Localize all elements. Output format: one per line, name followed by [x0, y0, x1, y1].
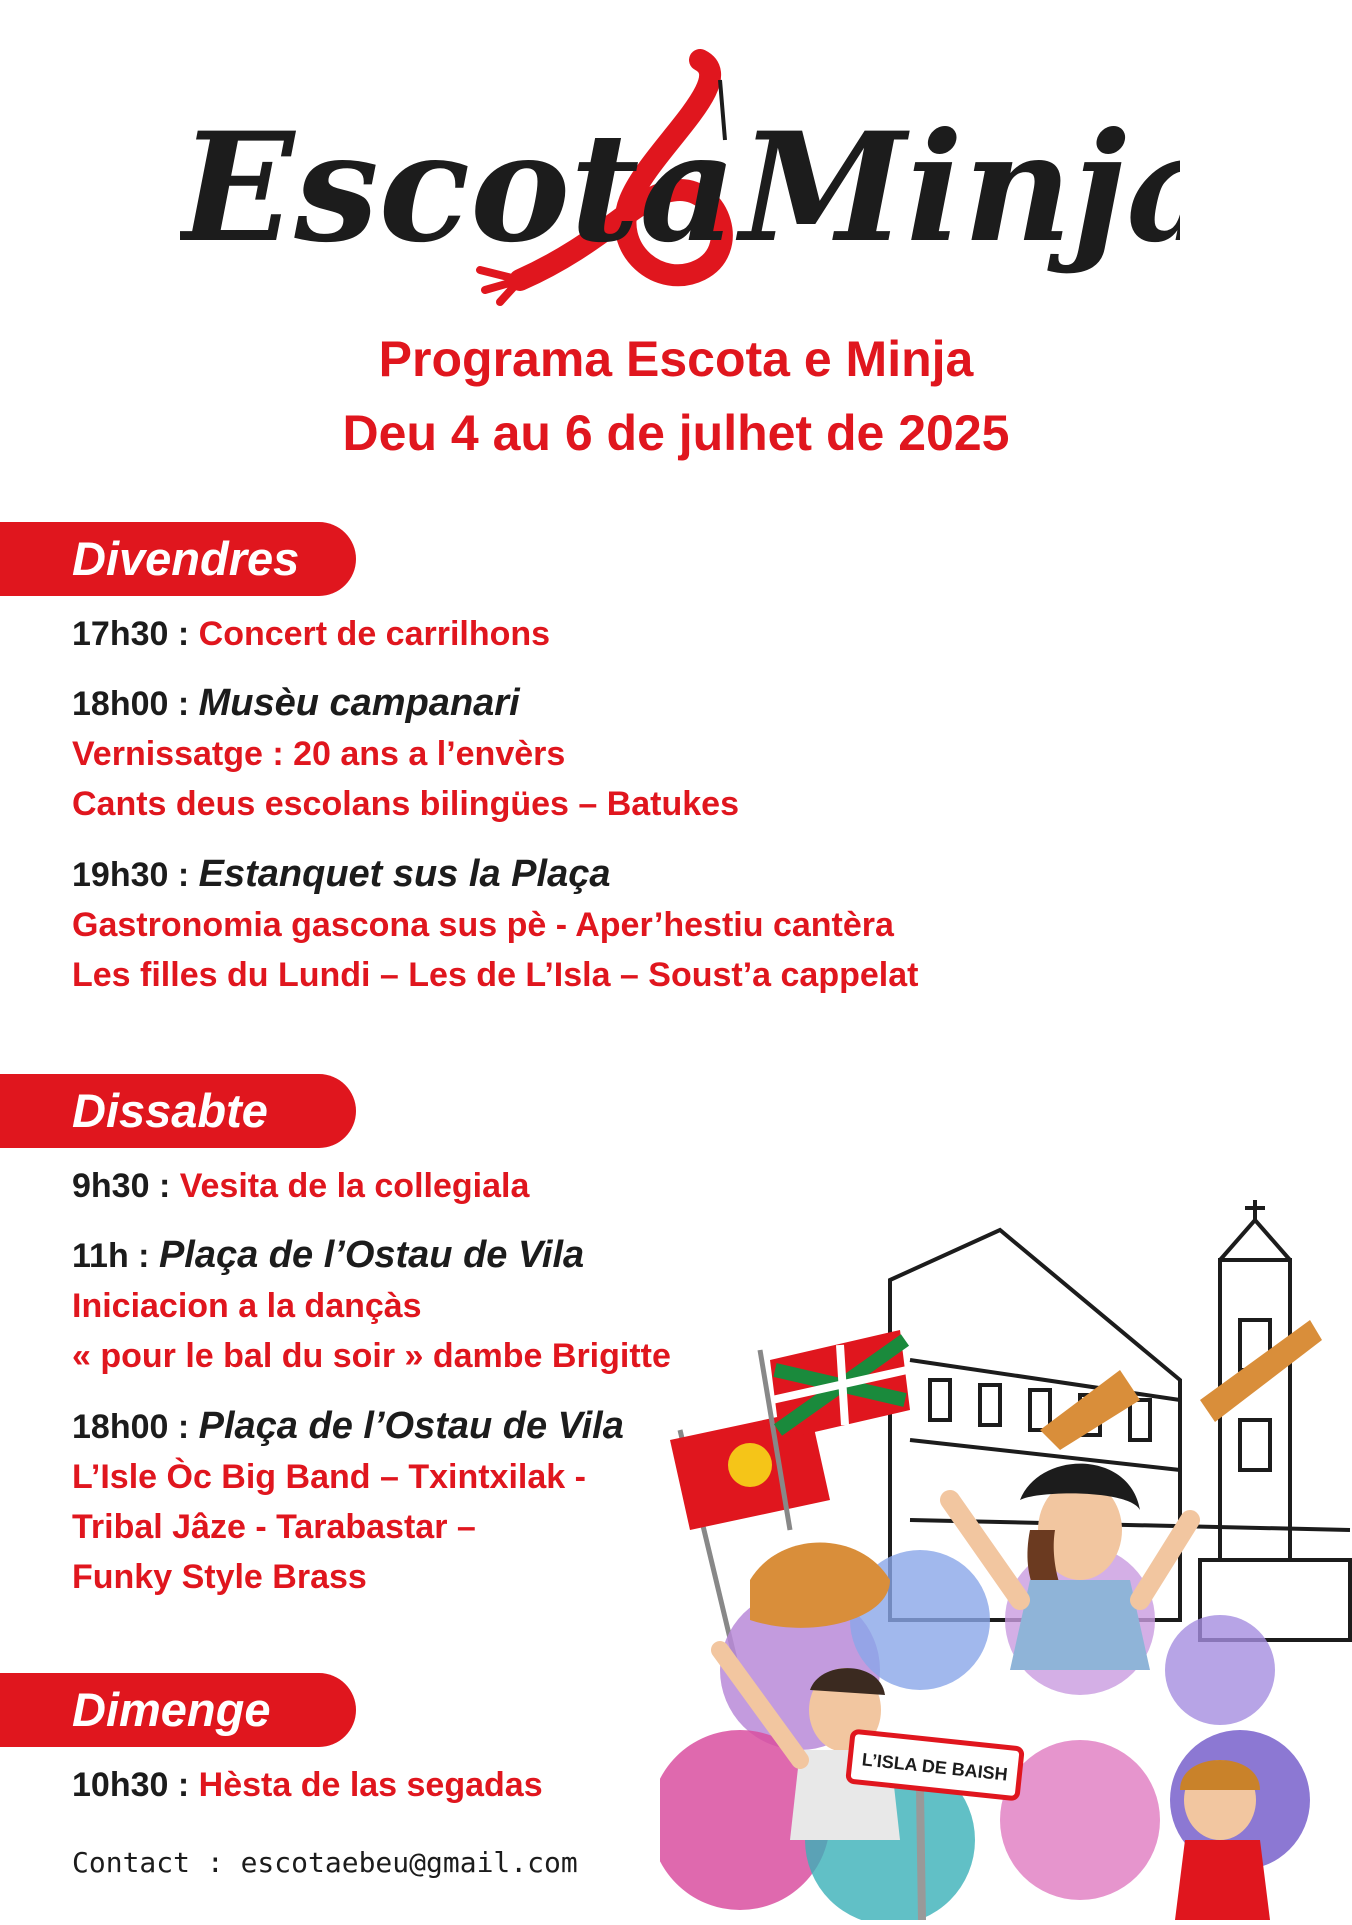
event-time: 11h :: [72, 1237, 150, 1275]
event-time: 18h00 :: [72, 685, 190, 723]
event-title: Concert de carrilhons: [198, 615, 551, 653]
event-line: [72, 611, 550, 657]
event-detail: Vernissatge : 20 ans a l’envèrs: [72, 735, 566, 773]
event-time: 19h30 :: [72, 856, 190, 894]
illustration-graphic: [660, 1200, 1352, 1920]
event-detail: Tribal Jâze - Tarabastar –: [72, 1508, 476, 1546]
logo-graphic: [180, 40, 1180, 320]
event-line: [72, 1163, 529, 1209]
day-tab-dimenge: Dimenge: [0, 1673, 356, 1747]
day-tab-divendres: Divendres: [0, 522, 356, 596]
event-title: Vesita de la collegiala: [179, 1167, 530, 1205]
logo-word-minja: Minja: [740, 100, 1180, 276]
program-dates: Deu 4 au 6 de julhet de 2025: [342, 405, 1010, 461]
event-time: 18h00 :: [72, 1408, 190, 1446]
festival-illustration: [660, 1200, 1352, 1920]
event-detail: Gastronomia gascona sus pè - Aper’hestiu cantèra: [72, 906, 894, 944]
town-sign-text: L’ISLA DE BAISH: [860, 1749, 1009, 1785]
event-detail: Iniciacion a la dançàs: [72, 1287, 422, 1325]
event-time: 10h30 :: [72, 1766, 190, 1804]
basque-flag-icon: [760, 1330, 910, 1530]
event-time: 17h30 :: [72, 615, 190, 653]
event-detail: L’Isle Òc Big Band – Txintxilak -: [72, 1458, 586, 1496]
event-detail: Les filles du Lundi – Les de L’Isla – Soust’a cappelat: [72, 956, 919, 994]
event-detail: « pour le bal du soir » dambe Brigitte: [72, 1337, 671, 1375]
contact-email: Contact : escotaebeu@gmail.com: [72, 1846, 578, 1879]
event-line: [72, 1762, 543, 1808]
event-venue: Estanquet sus la Plaça: [198, 853, 611, 895]
event-title: Hèsta de las segadas: [198, 1766, 543, 1804]
event-line: [72, 851, 610, 898]
event-line: [72, 680, 520, 727]
child-figure-icon: [1175, 1760, 1270, 1920]
event-time: 9h30 :: [72, 1167, 171, 1205]
logo-word-escota: Escota: [180, 100, 737, 276]
program-title: Programa Escota e Minja: [378, 331, 974, 387]
day-tab-dissabte: Dissabte: [0, 1074, 356, 1148]
event-venue: Plaça de l’Ostau de Vila: [198, 1405, 624, 1447]
event-venue: Musèu campanari: [198, 682, 520, 724]
event-detail: Cants deus escolans bilingües – Batukes: [72, 785, 740, 823]
event-venue: Plaça de l’Ostau de Vila: [158, 1234, 585, 1276]
event-logo: [180, 40, 1180, 320]
event-line: [72, 1232, 584, 1279]
event-detail: Funky Style Brass: [72, 1558, 367, 1596]
event-line: [72, 1403, 624, 1450]
